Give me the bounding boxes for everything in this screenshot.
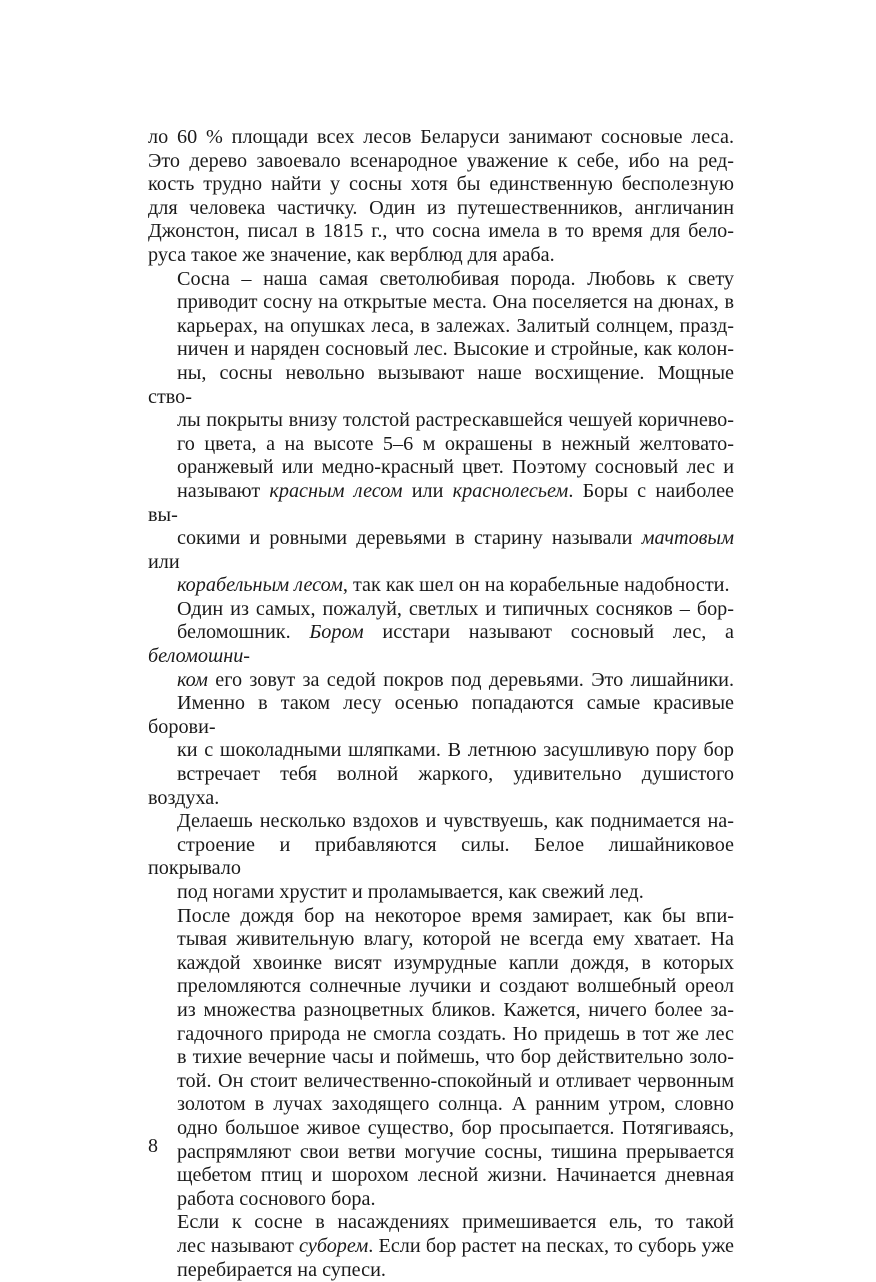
text-run: Один из самых, пожалуй, светлых и типичных сосняков – бор- [177, 598, 734, 620]
text-run: ки с шоколадными шляпками. В летнюю засушливую пору бор [177, 739, 734, 761]
text-line [148, 1046, 734, 1070]
text-line [148, 692, 734, 739]
text-run: одно большое живое существо, бор просыпается. Потягиваясь, [177, 1117, 734, 1139]
text-run: исстари называют сосновый лес, а [364, 621, 734, 643]
text-line [148, 928, 734, 952]
text-line [148, 1070, 734, 1094]
italic-term: мачтовым [642, 527, 734, 549]
text-line [148, 220, 734, 244]
text-run: в тихие вечерние часы и поймешь, что бор действительно золо- [177, 1046, 734, 1068]
text-line [148, 456, 734, 480]
text-run: го цвета, а на высоте 5–6 м окрашены в нежный желтовато- [177, 433, 734, 455]
text-line [148, 433, 734, 457]
text-run: перебирается на супеси. [177, 1259, 386, 1281]
text-run: Это дерево завоевало всенародное уважение к себе, ибо на ред- [148, 150, 734, 172]
text-run: каждой хвоинке висят изумрудные капли дождя, в которых [177, 952, 734, 974]
text-line [148, 975, 734, 999]
page-number: 8 [148, 1134, 158, 1158]
text-run: называют [177, 480, 269, 502]
text-run: той. Он стоит величественно-спокойный и отливает червонным [177, 1070, 734, 1092]
text-line [148, 739, 734, 763]
text-run: его зовут за седой покров под деревьями. Это лишайники. [208, 669, 734, 691]
text-run: встречает тебя волной жаркого, удивительно душистого воздуха. [148, 763, 734, 809]
text-run: После дождя бор на некоторое время замирает, как бы впи- [177, 905, 734, 927]
text-line [148, 480, 734, 527]
paragraph [148, 268, 734, 598]
text-run: Именно в таком лесу осенью попадаются самые красивые борови- [148, 692, 734, 738]
text-line [148, 1164, 734, 1188]
text-line [148, 362, 734, 409]
text-run: Джонстон, писал в 1815 г., что сосна имела в то время для бело- [148, 220, 734, 242]
text-line [148, 291, 734, 315]
text-line [148, 1211, 734, 1235]
text-run: Если к сосне в насаждениях примешивается ель, то такой [177, 1211, 734, 1233]
text-run: ны, сосны невольно вызывают наше восхищение. Мощные ство- [148, 362, 734, 408]
text-run: ло 60 % площади всех лесов Беларуси занимают сосновые леса. [148, 126, 734, 148]
paragraph [148, 126, 734, 268]
text-line [148, 150, 734, 174]
text-line [148, 1093, 734, 1117]
text-run: сокими и ровными деревьями в старину называли [177, 527, 642, 549]
paragraph [148, 598, 734, 905]
text-run: ничен и наряден сосновый лес. Высокие и стройные, как колон- [177, 338, 734, 360]
paragraph [148, 905, 734, 1212]
text-run: или [148, 551, 180, 573]
text-run: под ногами хрустит и проламывается, как свежий лед. [177, 881, 644, 903]
text-line [148, 999, 734, 1023]
text-run: кость трудно найти у сосны хотя бы единственную бесполезную [148, 173, 734, 195]
text-run: Делаешь несколько вздохов и чувствуешь, как поднимается на- [177, 810, 734, 832]
text-line [148, 905, 734, 929]
text-run: щебетом птиц и шорохом лесной жизни. Начинается дневная [177, 1164, 734, 1186]
text-line [148, 881, 734, 905]
text-run: лес называют [177, 1235, 299, 1257]
italic-term: Бором [309, 621, 363, 643]
text-run: строение и прибавляются силы. Белое лишайниковое покрывало [148, 834, 734, 880]
text-line [148, 598, 734, 622]
text-run: лы покрыты внизу толстой растрескавшейся чешуей коричнево- [177, 409, 734, 431]
text-run: беломошник. [177, 621, 309, 643]
text-run: Сосна – наша самая светолюбивая порода. Любовь к свету [177, 268, 734, 290]
text-run: оранжевый или медно-красный цвет. Поэтому сосновый лес и [177, 456, 734, 478]
text-line [148, 834, 734, 881]
text-run: или [402, 480, 452, 502]
italic-term: ком [177, 669, 208, 691]
text-line [148, 315, 734, 339]
text-line [148, 810, 734, 834]
text-line [148, 621, 734, 668]
text-line [148, 1235, 734, 1259]
text-run: руса такое же значение, как верблюд для араба. [148, 244, 555, 266]
italic-term: корабельным лесом [177, 574, 343, 596]
text-run: карьерах, на опушках леса, в залежах. Залитый солнцем, празд- [177, 315, 734, 337]
text-run: золотом в лучах заходящего солнца. А ранним утром, словно [177, 1093, 734, 1115]
text-line [148, 527, 734, 574]
text-line [148, 338, 734, 362]
text-line [148, 763, 734, 810]
text-line [148, 173, 734, 197]
text-line [148, 1023, 734, 1047]
text-run: . Боры с наиболее вы- [148, 480, 734, 526]
text-line [148, 1141, 734, 1165]
text-run: приводит сосну на открытые места. Она поселяется на дюнах, в [177, 291, 734, 313]
text-run: . Если бор растет на песках, то суборь уже [368, 1235, 734, 1257]
text-run: работа соснового бора. [177, 1188, 376, 1210]
text-line [148, 1117, 734, 1141]
text-line [148, 268, 734, 292]
italic-term: краснолесьем [453, 480, 569, 502]
text-run: преломляются солнечные лучики и создают волшебный ореол [177, 975, 734, 997]
italic-term: суборем [299, 1235, 368, 1257]
text-run: из множества разноцветных бликов. Кажется, ничего более за- [177, 999, 734, 1021]
text-run: для человека частичку. Один из путешественников, англичанин [148, 197, 734, 219]
text-line [148, 574, 734, 598]
text-line [148, 197, 734, 221]
paragraph [148, 1211, 734, 1282]
text-line [148, 1259, 734, 1282]
italic-term: красным лесом [269, 480, 402, 502]
text-run: , так как шел он на корабельные надобности. [343, 574, 730, 596]
text-line [148, 126, 734, 150]
italic-term: беломошни- [148, 645, 250, 667]
text-line [148, 669, 734, 693]
text-line [148, 244, 734, 268]
text-line [148, 952, 734, 976]
text-run: гадочного природа не смогла создать. Но придешь в тот же лес [177, 1023, 734, 1045]
text-line [148, 409, 734, 433]
text-run: тывая живительную влагу, которой не всегда ему хватает. На [177, 928, 734, 950]
text-run: распрямляют свои ветви могучие сосны, тишина прерывается [177, 1141, 734, 1163]
body-text [148, 126, 734, 1282]
text-line [148, 1188, 734, 1212]
